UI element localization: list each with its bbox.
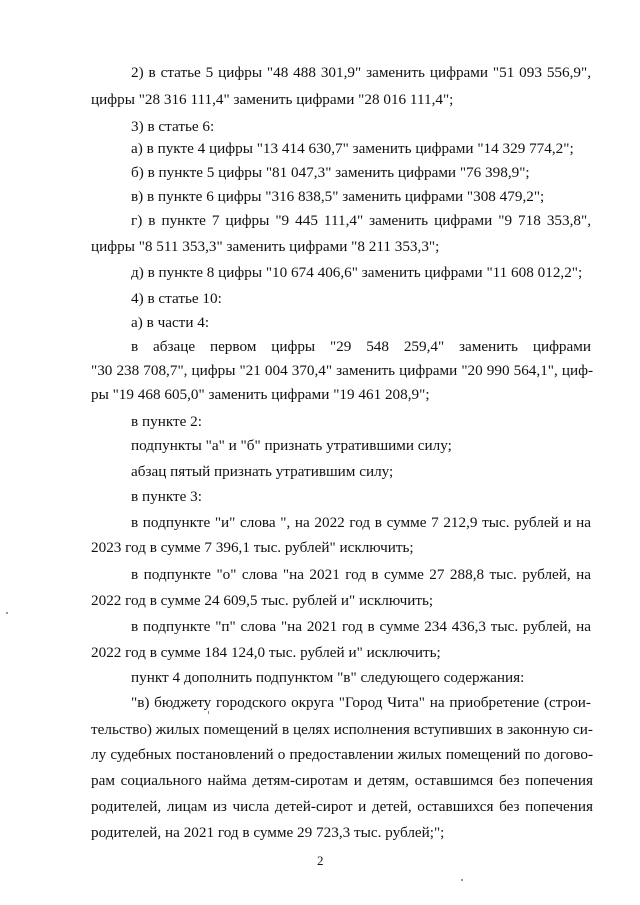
text-line: а) в части 4:: [131, 314, 210, 331]
text-line: в) в пункте 6 цифры "316 838,5" заменить цифрами "308 479,2";: [131, 188, 545, 205]
text-line: цифры "8 511 353,3" заменить цифрами "8 211 353,3";: [91, 238, 440, 255]
scan-speck: [461, 879, 463, 881]
text-line: лу судебных постановлений о предоставлении жилых помещений по догово-: [91, 746, 593, 763]
text-line: в пункте 3:: [131, 488, 202, 505]
text-line: родителей, лицам из числа детей-сирот и детей, оставшихся без попечения: [91, 798, 593, 815]
text-line: рам социального найма детям-сиротам и детям, оставшимся без попечения: [91, 772, 593, 789]
text-line: пункт 4 дополнить подпунктом "в" следующего содержания:: [131, 669, 525, 686]
text-line: "30 238 708,7", цифры "21 004 370,4" заменить цифрами "20 990 564,1", циф-: [91, 362, 593, 379]
text-line: 4) в статье 10:: [131, 290, 222, 307]
text-line: "в) бюджету городского округа "Город Чита" на приобретение (строи-: [131, 694, 591, 711]
text-line: цифры "28 316 111,4" заменить цифрами "28 016 111,4";: [91, 91, 454, 108]
text-line: 2022 год в сумме 24 609,5 тыс. рублей и" исключить;: [91, 592, 434, 609]
scan-speck: [6, 612, 8, 614]
text-line: ры "19 468 605,0" заменить цифрами "19 461 208,9";: [91, 386, 430, 403]
text-line: подпункты "а" и "б" признать утратившими силу;: [131, 437, 452, 454]
text-line: в подпункте "п" слова "на 2021 год в сумме 234 436,3 тыс. рублей, на: [131, 618, 591, 635]
text-line: абзац пятый признать утратившим силу;: [131, 463, 394, 480]
text-line: в абзаце первом цифры "29 548 259,4" заменить цифрами: [131, 338, 591, 355]
text-line: д) в пункте 8 цифры "10 674 406,6" заменить цифрами "11 608 012,2";: [131, 264, 583, 281]
text-line: в подпункте "о" слова "на 2021 год в сумме 27 288,8 тыс. рублей, на: [131, 566, 591, 583]
text-line: 2) в статье 5 цифры "48 488 301,9" заменить цифрами "51 093 556,9",: [131, 64, 591, 81]
text-line: родителей, на 2021 год в сумме 29 723,3 тыс. рублей;";: [91, 824, 445, 841]
scan-speck: [208, 711, 209, 714]
text-line: в пункте 2:: [131, 413, 202, 430]
text-line: б) в пункте 5 цифры "81 047,3" заменить цифрами "76 398,9";: [131, 164, 530, 181]
page-number: 2: [317, 853, 324, 868]
text-line: 2023 год в сумме 7 396,1 тыс. рублей" исключить;: [91, 539, 414, 556]
text-line: 2022 год в сумме 184 124,0 тыс. рублей и" исключить;: [91, 644, 441, 661]
text-line: тельство) жилых помещений в целях исполнения вступивших в законную си-: [91, 721, 593, 738]
text-line: г) в пункте 7 цифры "9 445 111,4" заменить цифрами "9 718 353,8",: [131, 212, 591, 229]
text-line: в подпункте "и" слова ", на 2022 год в сумме 7 212,9 тыс. рублей и на: [131, 514, 591, 531]
text-line: 3) в статье 6:: [131, 118, 215, 135]
text-line: а) в пукте 4 цифры "13 414 630,7" заменить цифрами "14 329 774,2";: [131, 140, 574, 157]
